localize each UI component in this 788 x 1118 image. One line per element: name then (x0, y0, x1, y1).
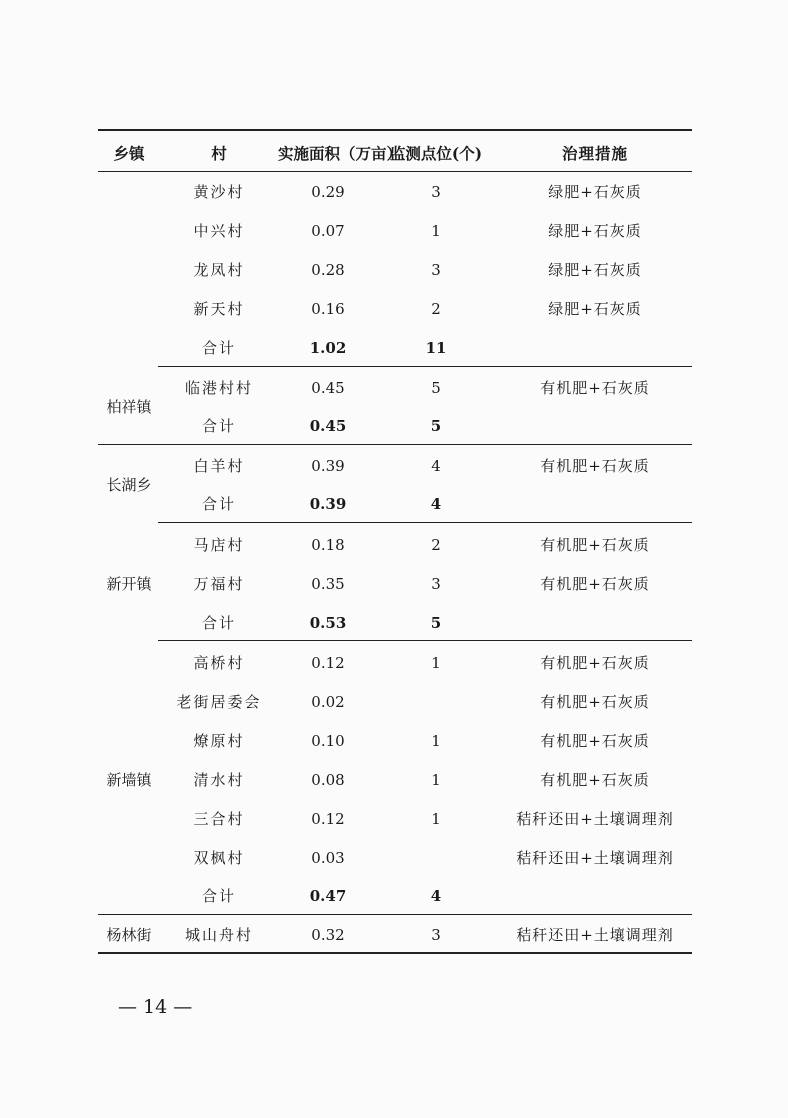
total-area: 0.53 (309, 614, 347, 632)
row-points: 1 (431, 771, 441, 789)
total-measure (498, 881, 692, 911)
row-village: 临港村村 (184, 379, 253, 397)
total-village: 合计 (201, 339, 236, 357)
row-points (378, 843, 494, 873)
total-village: 合计 (201, 495, 236, 513)
total-area: 1.02 (309, 339, 347, 357)
section-rule (158, 366, 692, 367)
row-village: 黄沙村 (193, 183, 245, 201)
row-village: 白羊村 (193, 457, 245, 475)
town-label: 柏祥镇 (106, 398, 152, 416)
row-area: 0.08 (311, 771, 345, 789)
row-measure: 秸秆还田+土壤调理剂 (516, 810, 674, 828)
section-rule (158, 522, 692, 523)
row-measure: 有机肥+石灰质 (540, 457, 650, 475)
row-area: 0.29 (311, 183, 345, 201)
row-village: 高桥村 (193, 654, 245, 672)
row-measure: 绿肥+石灰质 (548, 300, 642, 318)
total-measure (498, 489, 692, 519)
row-points: 1 (431, 732, 441, 750)
table-bottom-rule (98, 952, 692, 954)
row-points: 4 (431, 457, 441, 475)
row-village: 新天村 (193, 300, 245, 318)
section-rule (98, 914, 692, 915)
row-points (378, 687, 494, 717)
row-village: 万福村 (193, 575, 245, 593)
total-village: 合计 (201, 417, 236, 435)
row-measure: 有机肥+石灰质 (540, 693, 650, 711)
row-area: 0.32 (311, 926, 345, 944)
town-label: 新开镇 (106, 575, 152, 593)
row-points: 3 (431, 575, 441, 593)
row-village: 城山舟村 (184, 926, 253, 944)
total-points: 5 (430, 417, 442, 435)
total-measure (498, 608, 692, 638)
row-village: 马店村 (193, 536, 245, 554)
total-village: 合计 (201, 614, 236, 632)
header-town: 乡镇 (113, 144, 145, 163)
table-top-rule (98, 129, 692, 131)
town-label: 新墙镇 (106, 771, 152, 789)
row-village: 双枫村 (193, 849, 245, 867)
row-measure: 绿肥+石灰质 (548, 261, 642, 279)
row-points: 3 (431, 183, 441, 201)
row-area: 0.18 (311, 536, 345, 554)
town-label: 长湖乡 (106, 476, 152, 494)
row-measure: 有机肥+石灰质 (540, 379, 650, 397)
total-points: 4 (430, 495, 442, 513)
row-area: 0.03 (311, 849, 345, 867)
total-area: 0.45 (309, 417, 347, 435)
row-village: 中兴村 (193, 222, 245, 240)
total-village: 合计 (201, 887, 236, 905)
row-measure: 绿肥+石灰质 (548, 222, 642, 240)
row-village: 清水村 (193, 771, 245, 789)
row-measure: 有机肥+石灰质 (540, 654, 650, 672)
row-measure: 绿肥+石灰质 (548, 183, 642, 201)
row-village: 龙凤村 (193, 261, 245, 279)
header-points: 监测点位(个) (389, 144, 483, 163)
row-area: 0.39 (311, 457, 345, 475)
row-measure: 秸秆还田+土壤调理剂 (516, 849, 674, 867)
row-points: 3 (431, 261, 441, 279)
row-area: 0.07 (311, 222, 345, 240)
row-area: 0.35 (311, 575, 345, 593)
header-village: 村 (211, 144, 227, 163)
header-rule (98, 171, 692, 172)
total-area: 0.47 (309, 887, 347, 905)
row-points: 1 (431, 810, 441, 828)
header-measure: 治理措施 (561, 144, 628, 163)
row-measure: 有机肥+石灰质 (540, 771, 650, 789)
row-village: 三合村 (193, 810, 245, 828)
row-area: 0.12 (311, 810, 345, 828)
row-area: 0.45 (311, 379, 345, 397)
row-village: 燎原村 (193, 732, 245, 750)
row-measure: 有机肥+石灰质 (540, 575, 650, 593)
row-points: 3 (431, 926, 441, 944)
row-measure: 秸秆还田+土壤调理剂 (516, 926, 674, 944)
row-measure: 有机肥+石灰质 (540, 536, 650, 554)
total-area: 0.39 (309, 495, 347, 513)
data-table (98, 0, 692, 960)
row-area: 0.12 (311, 654, 345, 672)
total-points: 4 (430, 887, 442, 905)
row-area: 0.28 (311, 261, 345, 279)
section-rule (98, 444, 692, 445)
row-points: 5 (431, 379, 441, 397)
row-points: 2 (431, 300, 441, 318)
row-area: 0.02 (311, 693, 345, 711)
page-number: — 14 — (118, 996, 193, 1018)
row-area: 0.16 (311, 300, 345, 318)
total-points: 5 (430, 614, 442, 632)
total-measure (498, 333, 692, 363)
row-points: 1 (431, 222, 441, 240)
section-rule (158, 640, 692, 641)
row-points: 2 (431, 536, 441, 554)
row-points: 1 (431, 654, 441, 672)
total-points: 11 (425, 339, 447, 357)
town-label: 杨林街 (106, 926, 152, 944)
row-measure: 有机肥+石灰质 (540, 732, 650, 750)
total-measure (498, 411, 692, 441)
header-area: 实施面积（万亩） (278, 144, 403, 163)
row-area: 0.10 (311, 732, 345, 750)
row-village: 老街居委会 (176, 693, 262, 711)
